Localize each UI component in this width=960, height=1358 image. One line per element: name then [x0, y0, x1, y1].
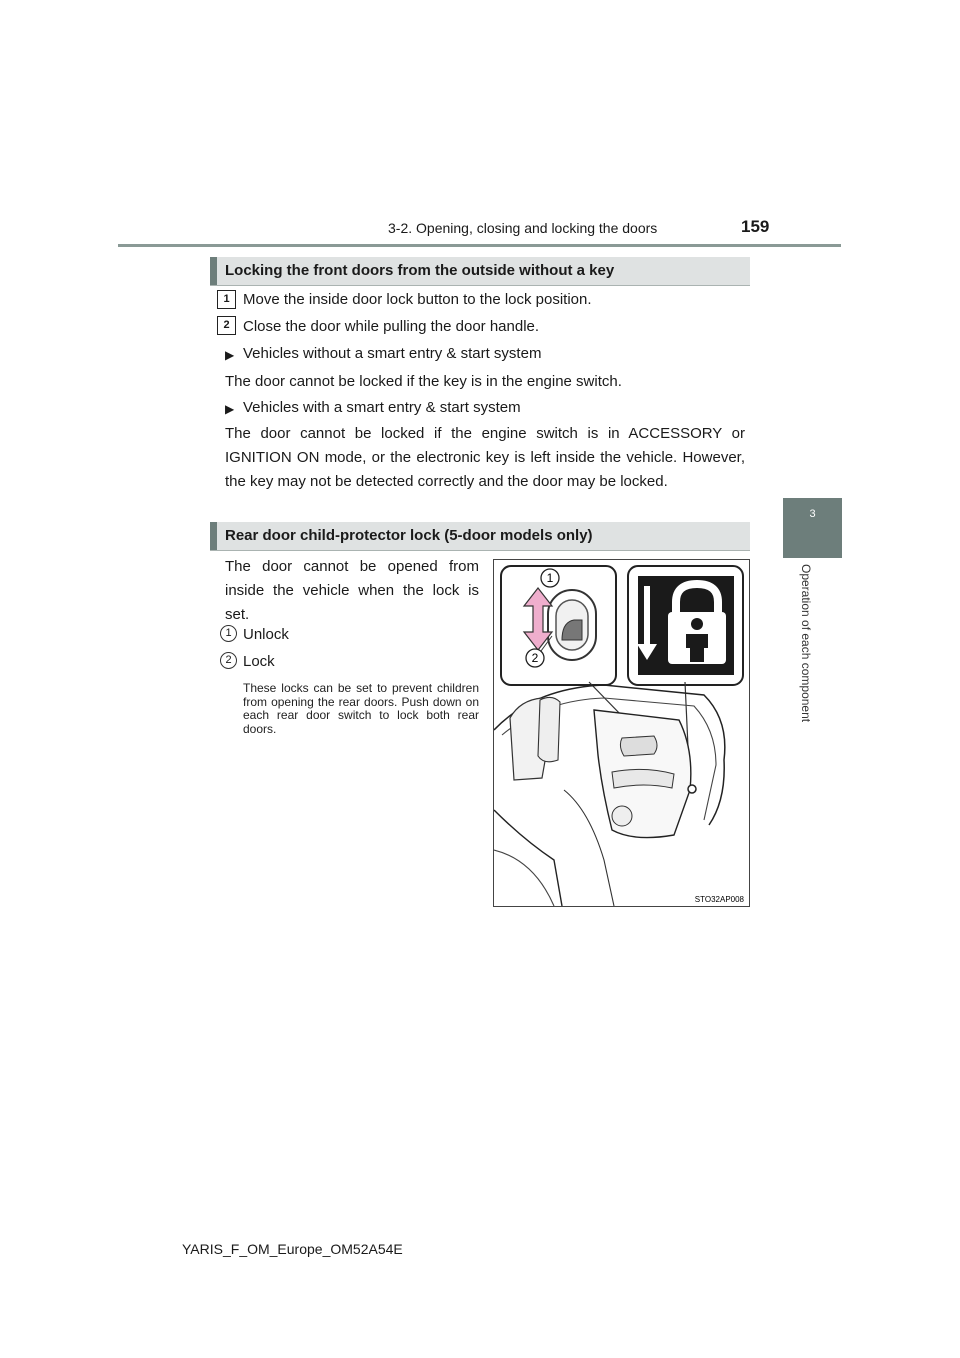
case-text: The door cannot be locked if the engine switch is in ACCESSORY or IGNITION ON mode, or the electronic key is left inside the vehicle. However, the key may not be detected correctly and the door may be locked. [225, 425, 745, 490]
circled-number: 2 [220, 652, 237, 669]
step-text: Move the inside door lock button to the lock position. [243, 291, 592, 308]
section-heading-front-doors [210, 257, 750, 286]
callout-1: 1 [546, 571, 554, 585]
child-lock-illustration [493, 559, 750, 907]
triangle-bullet-icon: ▶ [225, 402, 235, 416]
case-text: The door cannot be locked if the key is in the engine switch. [225, 373, 622, 390]
note-text: These locks can be set to prevent children from opening the rear doors. Push down on each rear door switch to lock both rear doors. [243, 681, 479, 736]
triangle-bullet-icon: ▶ [225, 348, 235, 362]
header-rule [118, 244, 841, 247]
step-number-box: 2 [217, 316, 236, 335]
chapter-title-vertical [783, 560, 842, 790]
case-label: Vehicles with a smart entry & start system [243, 399, 521, 416]
callout-2: 2 [531, 651, 539, 665]
page-number: 159 [741, 217, 770, 236]
section-heading-text: Locking the front doors from the outside without a key [225, 262, 615, 279]
document-id: YARIS_F_OM_Europe_OM52A54E [182, 1241, 403, 1257]
step-number-box: 1 [217, 290, 236, 309]
section-heading-text: Rear door child-protector lock (5-door models only) [225, 527, 593, 544]
section-heading-child-lock [210, 522, 750, 551]
chapter-number: 3 [809, 508, 816, 520]
chapter-tab [783, 498, 842, 558]
step-text: Close the door while pulling the door handle. [243, 318, 540, 335]
section-title: 3-2. Opening, closing and locking the doors [388, 220, 658, 236]
case-label: Vehicles without a smart entry & start system [243, 345, 542, 362]
circled-number: 1 [220, 625, 237, 642]
item-label-lock: Lock [243, 653, 275, 670]
chapter-title: Operation of each component [799, 564, 813, 723]
illustration-code: STO32AP008 [694, 895, 744, 904]
item-label-unlock: Unlock [243, 626, 289, 643]
intro-text: The door cannot be opened from inside the vehicle when the lock is set. [225, 558, 479, 623]
